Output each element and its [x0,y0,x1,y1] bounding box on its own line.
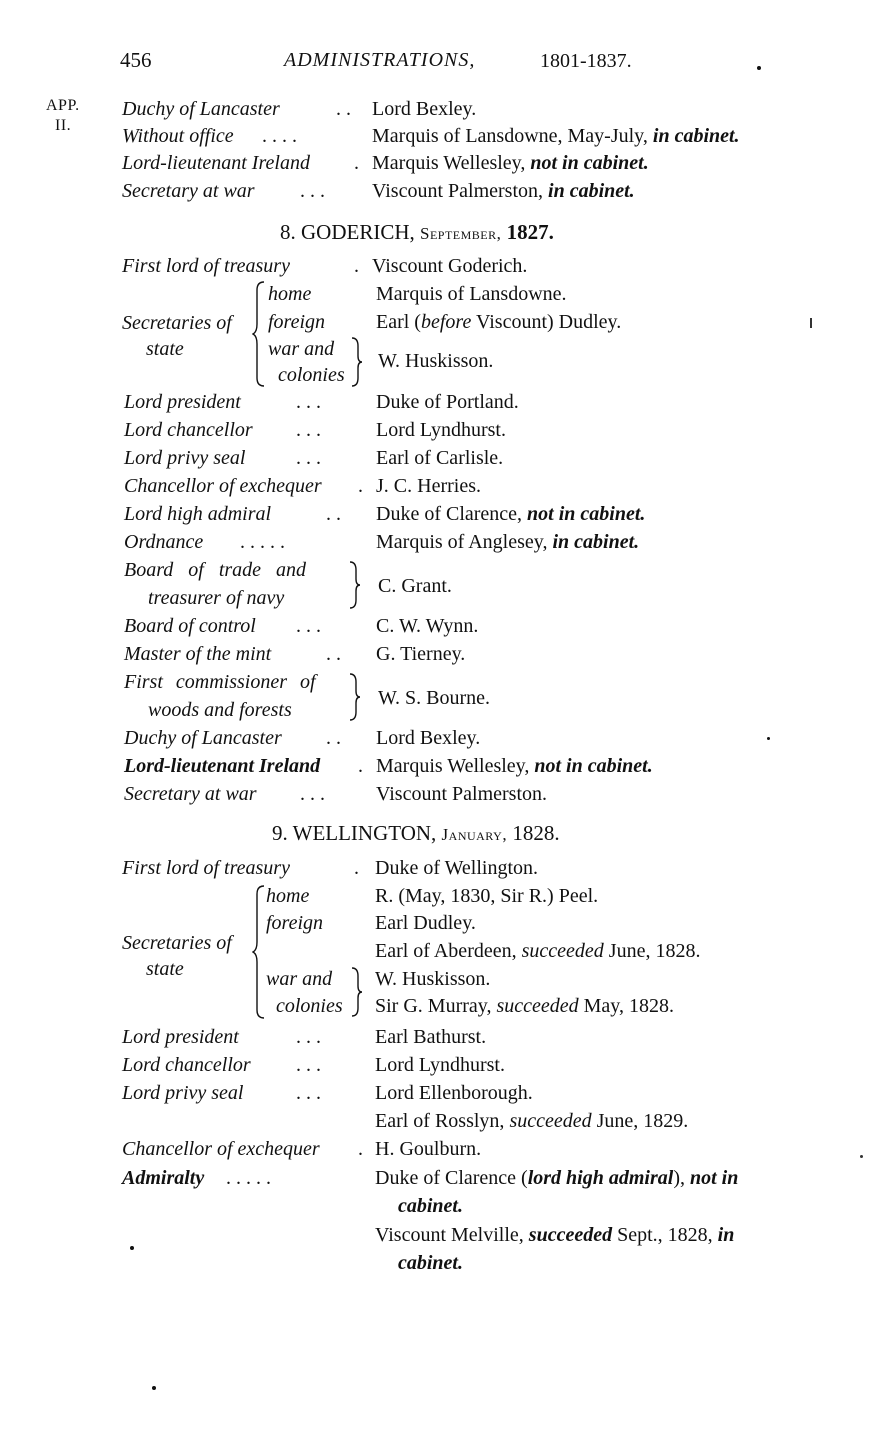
leader-dots: . . . [300,783,325,805]
office-label: home [268,283,312,305]
leader-dots: . [354,255,359,277]
office-holder: Marquis of Anglesey, [376,531,548,553]
section-title-name: 8. GODERICH, [280,220,415,244]
office-holder-line [375,1224,734,1247]
right-brace [350,336,364,388]
page-number: 456 [120,48,152,72]
leader-dots: . . . [296,447,321,469]
office-holder: Marquis Wellesley, [372,152,526,174]
cabinet-note: cabinet. [398,1195,463,1217]
office-label: colonies [278,364,345,386]
office-holder: Earl of Carlisle. [376,447,504,469]
office-holder-line [376,503,645,526]
office-holder: W. Huskisson. [375,968,491,990]
cabinet-note: in cabinet. [652,125,740,147]
succession-note: succeeded [496,995,579,1017]
office-holder: H. Goulburn. [375,1138,482,1160]
cabinet-note: in cabinet. [552,531,640,553]
office-holder: Lord Ellenborough. [375,1082,533,1104]
office-label: Lord president [122,1026,239,1048]
left-brace [252,280,266,388]
running-title-years: 1801-1837. [540,50,632,72]
right-brace [348,672,362,722]
office-label: woods and forests [148,699,292,721]
office-label: First lord of treasury [122,255,290,277]
office-label: Without office [122,125,234,147]
cabinet-note: in [717,1224,735,1246]
leader-dots: . [354,152,359,174]
print-speck [810,318,812,328]
office-holder: Viscount Palmerston. [376,783,548,805]
office-holder-line [372,152,649,175]
succession-date: June, 1828. [608,940,701,962]
office-label: Ordnance [124,531,204,553]
office-label: foreign [268,311,326,333]
office-label: Lord-lieutenant Ireland [124,755,321,777]
office-holder: C. Grant. [378,575,452,597]
office-label: Duchy of Lancaster [122,98,280,120]
print-speck [130,1246,134,1250]
appendix-number: II. [55,117,72,134]
secretaries-label-state: state [146,958,184,980]
office-label: Lord chancellor [122,1054,251,1076]
office-holder: Marquis Wellesley, [376,755,530,777]
office-holder-post: Viscount) Dudley. [471,311,622,333]
leader-dots: . . . [296,1054,321,1076]
office-holder: Earl of Aberdeen, [375,940,517,962]
office-holder-line [376,755,653,778]
leader-dots: . . [326,727,341,749]
office-holder: W. S. Bourne. [378,687,491,709]
office-holder: J. C. Herries. [376,475,481,497]
leader-dots: . . [336,98,351,120]
section-title-month: September, [420,224,502,243]
office-holder-line [375,1110,688,1133]
leader-dots: . . . [296,391,321,413]
cabinet-note: not in cabinet. [534,755,653,777]
office-holder: Duke of Portland. [376,391,519,413]
office-label: Duchy of Lancaster [124,727,282,749]
leader-dots: . . . . . [240,531,285,553]
section-title [272,821,560,846]
section-title [280,220,554,245]
right-brace [348,560,362,610]
leader-dots: . . . [296,1082,321,1104]
secretaries-label-state: state [146,338,184,360]
leader-dots: . [354,857,359,879]
office-label: Chancellor of exchequer [124,475,322,497]
office-label: war and [266,968,333,990]
succession-note: succeeded [528,1224,613,1246]
office-holder: Earl Dudley. [375,912,476,934]
office-label: Lord high admiral [124,503,272,525]
right-brace [350,966,364,1018]
section-title-month: January, [441,825,508,844]
print-speck [860,1155,863,1158]
appendix-label: APP. [46,97,80,114]
office-holder: Duke of Clarence, [376,503,523,525]
office-holder: Sir G. Murray, [375,995,492,1017]
office-holder-post: ), [673,1167,685,1189]
succession-note: succeeded [509,1110,592,1132]
section-title-year: 1828. [512,821,560,845]
leader-dots: . . . [296,419,321,441]
office-holder: R. (May, 1830, Sir R.) Peel. [375,885,599,907]
office-holder: Earl of Rosslyn, [375,1110,505,1132]
office-holder: Lord Bexley. [372,98,477,120]
office-label: Board of control [124,615,256,637]
print-speck [757,66,761,70]
leader-dots: . [358,755,363,777]
secretaries-label: Secretaries of [122,932,232,954]
office-holder: Earl Bathurst. [375,1026,487,1048]
office-holder: Marquis of Lansdowne. [376,283,567,305]
office-label: Lord chancellor [124,419,253,441]
office-holder-line [375,995,674,1018]
office-holder-italic: before [420,311,472,333]
office-holder-line [372,125,740,148]
office-label: Lord privy seal [122,1082,244,1104]
office-holder: Marquis of Lansdowne, May-July, [372,125,648,147]
office-label: foreign [266,912,324,934]
office-holder: C. W. Wynn. [376,615,479,637]
office-holder: Lord Bexley. [376,727,481,749]
leader-dots: . . . [296,615,321,637]
office-holder: W. Huskisson. [378,350,494,372]
leader-dots: . . [326,643,341,665]
office-label: Lord-lieutenant Ireland [122,152,310,174]
cabinet-note: not in cabinet. [530,152,649,174]
office-holder-line [375,940,700,963]
cabinet-note: not in [690,1167,739,1189]
section-title-year: 1827. [506,220,554,244]
office-label: colonies [276,995,343,1017]
office-holder-line [376,311,621,334]
office-holder: Lord Lyndhurst. [375,1054,505,1076]
office-holder-italic: lord high admiral [527,1167,674,1189]
office-label: Board of trade and [124,559,307,581]
office-label: Lord president [124,391,241,413]
office-label: treasurer of navy [148,587,285,609]
running-title: ADMINISTRATIONS, [284,49,476,71]
leader-dots: . [358,1138,363,1160]
office-label: Admiralty [122,1167,205,1189]
leader-dots: . . . . [262,125,297,147]
office-holder: G. Tierney. [376,643,466,665]
office-label: Master of the mint [124,643,272,665]
cabinet-note: cabinet. [398,1252,463,1274]
leader-dots: . . . [296,1026,321,1048]
office-holder: Lord Lyndhurst. [376,419,506,441]
office-holder: Viscount Melville, [375,1224,524,1246]
succession-date: May, 1828. [583,995,675,1017]
left-brace [252,884,266,1020]
office-holder: Earl ( [376,311,421,333]
office-holder-line [372,180,635,203]
office-holder: Duke of Wellington. [375,857,538,879]
print-speck [152,1386,156,1390]
leader-dots: . . [326,503,341,525]
office-holder: Duke of Clarence ( [375,1167,528,1189]
leader-dots: . . . [300,180,325,202]
succession-date: Sept., 1828, [617,1224,713,1246]
office-label: Lord privy seal [124,447,246,469]
cabinet-note: in cabinet. [548,180,635,202]
office-label: Chancellor of exchequer [122,1138,320,1160]
cabinet-note: not in cabinet. [527,503,646,525]
office-label: First commissioner of [124,671,316,693]
succession-date: June, 1829. [596,1110,689,1132]
office-label: war and [268,338,335,360]
office-label: Secretary at war [124,783,257,805]
section-title-name: 9. WELLINGTON, [272,821,437,845]
leader-dots: . . . . . [226,1167,271,1189]
office-holder-line [376,531,639,554]
print-speck [767,737,770,740]
office-label: Secretary at war [122,180,255,202]
office-holder: Viscount Palmerston, [372,180,544,202]
office-holder-line [375,1167,738,1190]
office-holder: Viscount Goderich. [372,255,528,277]
succession-note: succeeded [521,940,604,962]
secretaries-label: Secretaries of [122,312,232,334]
office-label: home [266,885,310,907]
leader-dots: . [358,475,363,497]
office-label: First lord of treasury [122,857,290,879]
